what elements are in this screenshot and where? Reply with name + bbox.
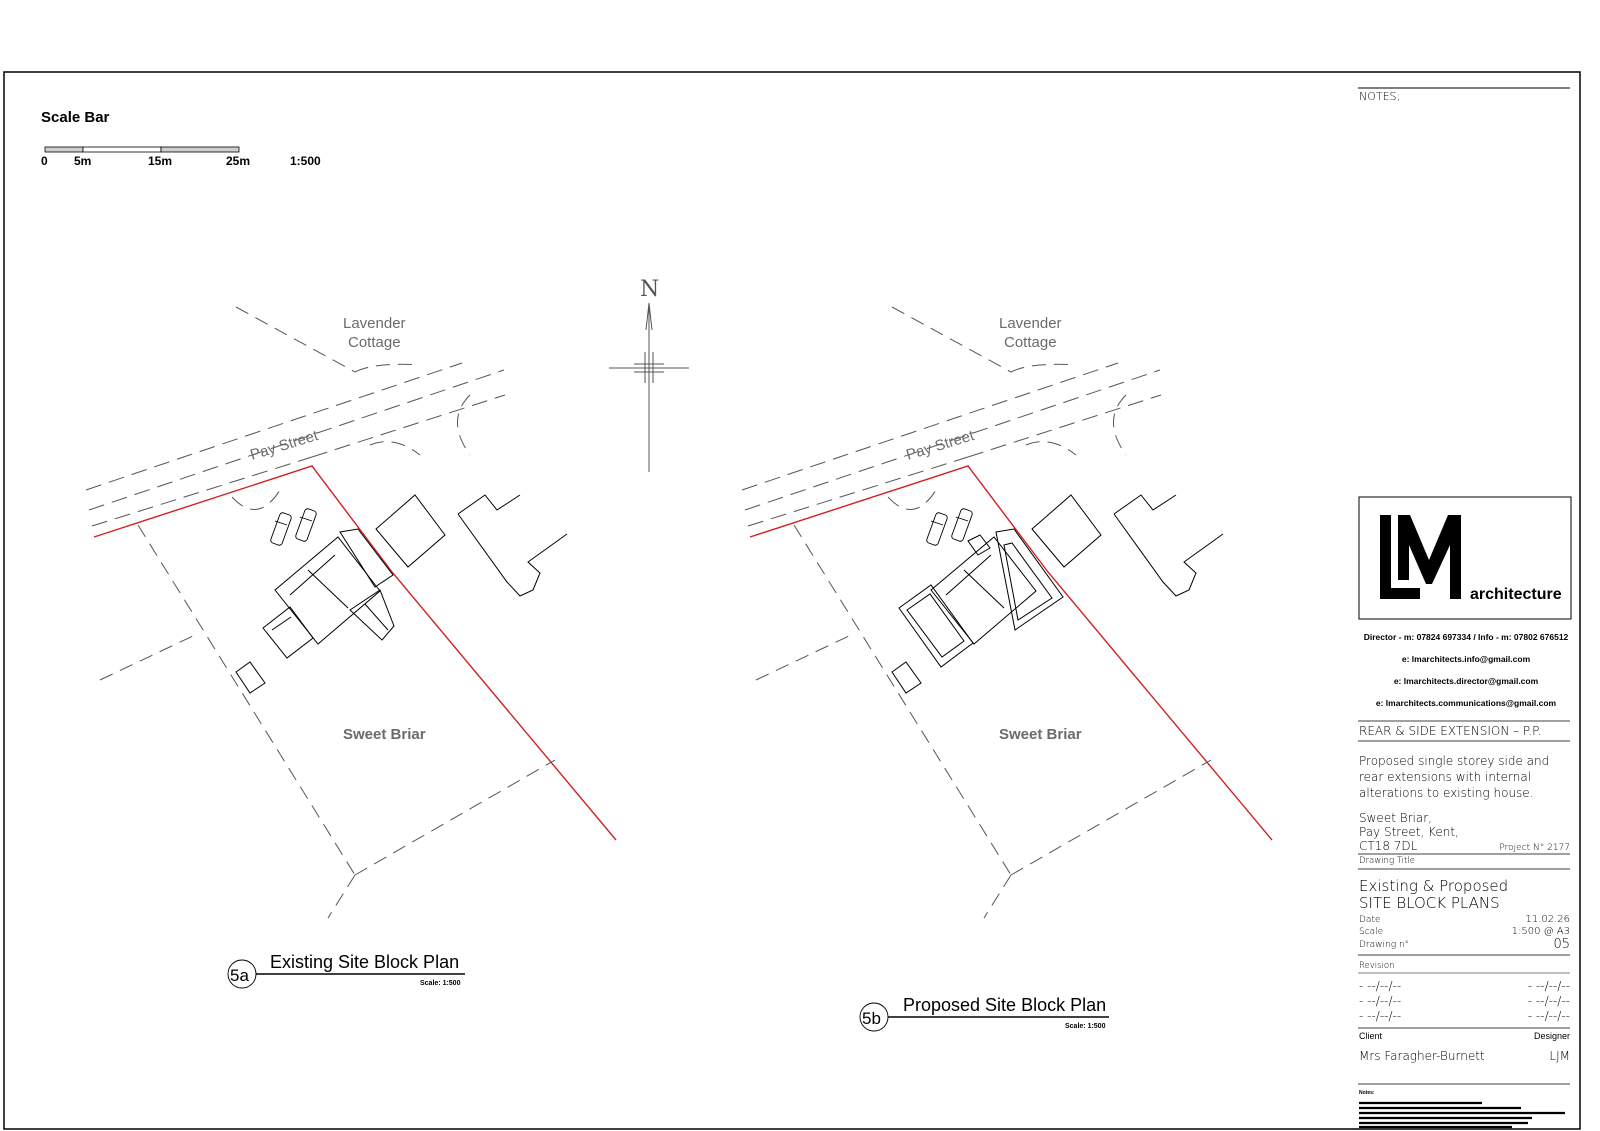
scale-value: 1:500 @ A3 xyxy=(1511,926,1570,937)
proposed-house xyxy=(899,529,1063,667)
revision-entry: - --/--/-- xyxy=(1527,1009,1570,1023)
lm-logo-icon xyxy=(1380,515,1461,599)
sheet-title: SITE BLOCK PLANS xyxy=(1359,894,1500,912)
neighbour-label: Lavender xyxy=(343,315,406,332)
street-label: Pay Street xyxy=(904,427,977,464)
neighbour-label: Cottage xyxy=(348,334,401,351)
revision-entry: - --/--/-- xyxy=(1527,979,1570,993)
contact-line: e: lmarchitects.communications@gmail.com xyxy=(1375,698,1557,708)
property-label: Sweet Briar xyxy=(999,726,1082,743)
neighbour-label: Lavender xyxy=(999,315,1062,332)
revision-entry: - --/--/-- xyxy=(1527,994,1570,1008)
revision-entry: - --/--/-- xyxy=(1359,1009,1402,1023)
scale-label: Scale xyxy=(1359,927,1384,937)
drawing-scale: Scale: 1:500 xyxy=(1065,1023,1106,1030)
contact-line: e: lmarchitects.info@gmail.com xyxy=(1401,654,1531,664)
scale-bar-tick-label: 25m xyxy=(226,154,251,168)
scale-bar-ratio: 1:500 xyxy=(290,154,321,168)
scale-bar-segment xyxy=(161,147,239,152)
drawing-scale: Scale: 1:500 xyxy=(420,980,461,987)
contact-line: Director - m: 07824 697334 / Info - m: 07802 676512 xyxy=(1363,632,1569,642)
site-address: Pay Street, Kent, xyxy=(1359,825,1459,839)
property-label: Sweet Briar xyxy=(343,726,426,743)
existing-site-plan xyxy=(86,307,616,988)
sheet-title: Existing & Proposed xyxy=(1359,877,1509,895)
project-heading: REAR & SIDE EXTENSION – P.P. xyxy=(1359,724,1542,738)
drawing-number: 5b xyxy=(862,1009,881,1028)
site-address: Sweet Briar, xyxy=(1359,811,1432,825)
drawing-title: Proposed Site Block Plan xyxy=(903,995,1107,1015)
site-boundary xyxy=(94,466,616,840)
revision-entry: - --/--/-- xyxy=(1359,994,1402,1008)
drawing-number-label: Drawing n° xyxy=(1359,940,1410,950)
footer-notes-label: Notes: xyxy=(1359,1090,1375,1096)
project-description: rear extensions with internal xyxy=(1359,770,1532,784)
scale-bar-tick-label: 15m xyxy=(148,154,173,168)
site-boundary xyxy=(750,466,1272,840)
site-address: CT18 7DL xyxy=(1359,839,1418,853)
proposed-site-plan xyxy=(742,307,1272,1031)
project-description: Proposed single storey side and xyxy=(1359,754,1550,768)
scale-bar xyxy=(41,109,321,168)
project-number: Project N° 2177 xyxy=(1499,843,1570,853)
scale-bar-tick-label: 0 xyxy=(41,154,48,168)
notes-label: NOTES; xyxy=(1359,90,1401,103)
scale-bar-segment xyxy=(45,147,83,152)
street-label: Pay Street xyxy=(248,427,321,464)
logo-wordmark: architecture xyxy=(1470,586,1562,603)
date-label: Date xyxy=(1359,915,1381,925)
drawing-number: 5a xyxy=(230,966,249,985)
drawing-number-value: 05 xyxy=(1553,937,1570,952)
fine-print-notes xyxy=(1359,1103,1565,1127)
revision-entry: - --/--/-- xyxy=(1359,979,1402,993)
revision-label: Revision xyxy=(1359,961,1395,971)
scale-bar-title: Scale Bar xyxy=(41,109,110,126)
shed xyxy=(236,662,265,693)
drawing-title: Existing Site Block Plan xyxy=(270,952,460,972)
neighbour-label: Cottage xyxy=(1004,334,1057,351)
client-label: Client xyxy=(1359,1031,1383,1041)
title-block xyxy=(1358,88,1571,1127)
designer-label: Designer xyxy=(1533,1031,1570,1041)
designer-name: LJM xyxy=(1549,1049,1570,1063)
shed xyxy=(892,662,921,693)
drawing-title-label: Drawing Title xyxy=(1359,856,1415,866)
client-name: Mrs Faragher-Burnett xyxy=(1359,1049,1485,1063)
north-arrow-icon xyxy=(609,277,689,472)
scale-bar-tick-label: 5m xyxy=(74,154,92,168)
project-description: alterations to existing house. xyxy=(1359,786,1534,800)
north-label: N xyxy=(640,277,660,302)
date-value: 11.02.26 xyxy=(1525,914,1570,925)
scale-bar-segment xyxy=(83,147,161,152)
contact-line: e: lmarchitects.director@gmail.com xyxy=(1393,676,1539,686)
